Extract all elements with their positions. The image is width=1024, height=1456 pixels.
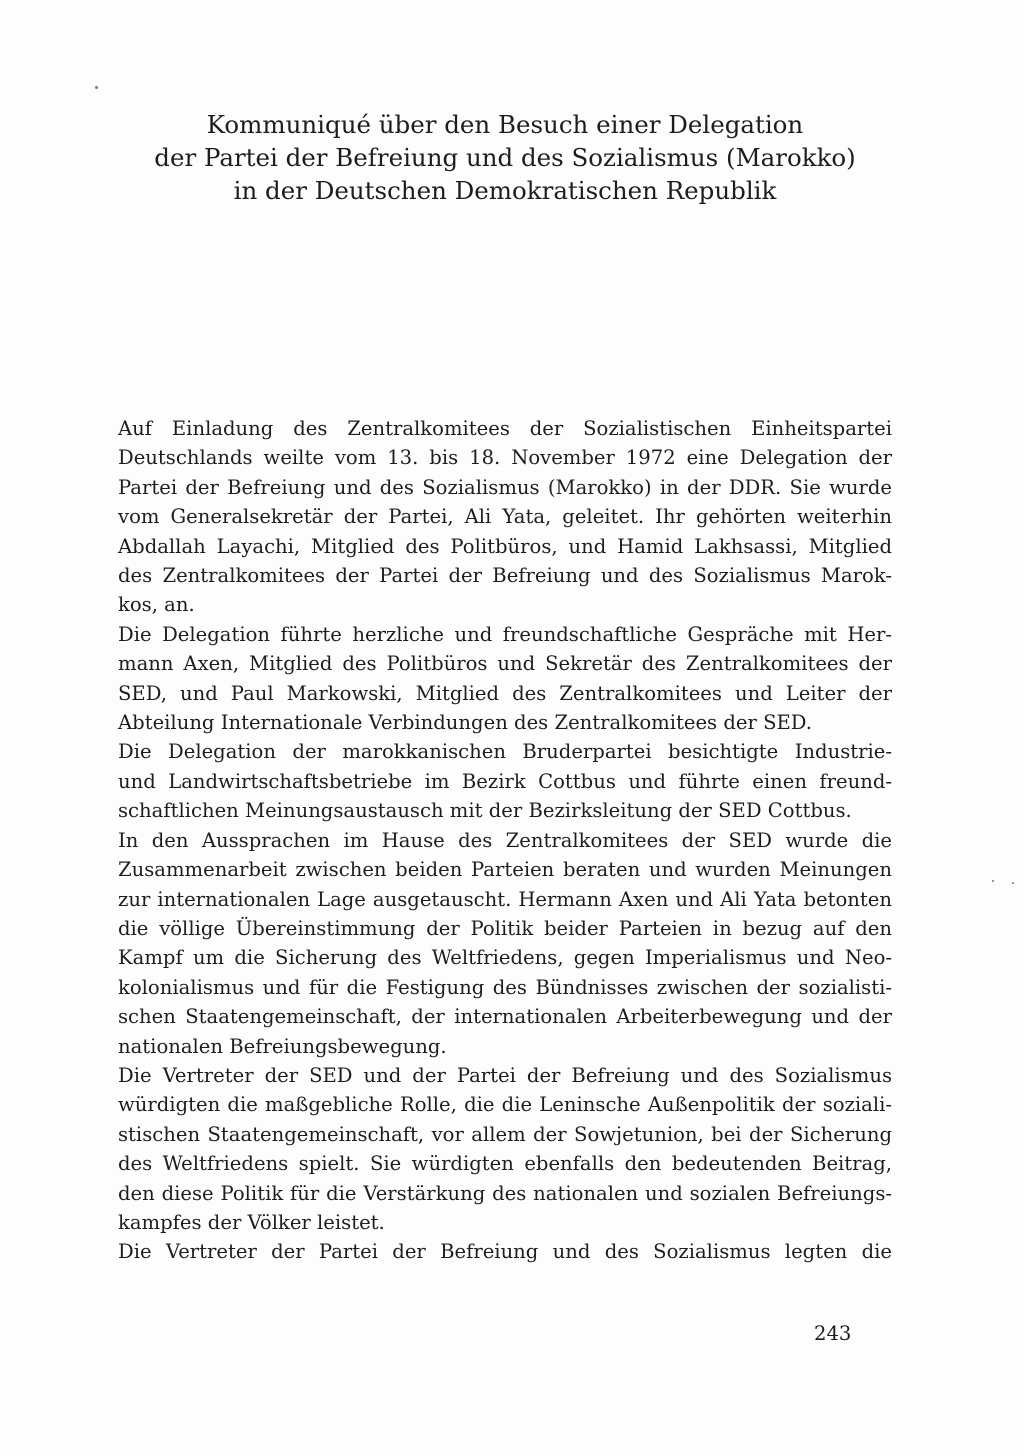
text-line: Deutschlands weilte vom 13. bis 18. November 1972 eine Delegation der bbox=[118, 446, 892, 470]
paper-speck bbox=[1012, 882, 1014, 884]
text-line: kampfes der Völker leistet. bbox=[118, 1210, 385, 1234]
text-line: Auf Einladung des Zentralkomitees der Sozialistischen Einheitspartei bbox=[118, 417, 892, 440]
text-line: nationalen Befreiungsbewegung. bbox=[118, 1034, 447, 1058]
text-line: SED, und Paul Markowski, Mitglied des Zentralkomitees und Leiter der bbox=[118, 681, 892, 705]
paper-speck bbox=[992, 880, 994, 882]
paper-speck bbox=[95, 86, 98, 89]
paragraph bbox=[118, 826, 892, 1061]
text-line: den diese Politik für die Verstärkung des nationalen und sozialen Befreiungs- bbox=[118, 1181, 892, 1205]
text-line: Die Vertreter der SED und der Partei der Befreiung und des Sozialismus bbox=[118, 1063, 892, 1087]
document-title bbox=[120, 108, 890, 207]
text-line: schaftlichen Meinungsaustausch mit der Bezirksleitung der SED Cottbus. bbox=[118, 799, 852, 823]
text-line: des Weltfriedens spielt. Sie würdigten ebenfalls den bedeutenden Beitrag, bbox=[118, 1152, 892, 1176]
text-line: würdigten die maßgebliche Rolle, die die Leninsche Außenpolitik der soziali- bbox=[118, 1093, 892, 1117]
title-line: der Partei der Befreiung und des Sozialismus (Marokko) bbox=[154, 143, 856, 172]
text-line: Abteilung Internationale Verbindungen des Zentralkomitees der SED. bbox=[118, 711, 813, 735]
text-line: zur internationalen Lage ausgetauscht. Hermann Axen und Ali Yata betonten bbox=[118, 887, 892, 911]
text-line: die völlige Übereinstimmung der Politik beider Parteien in bezug auf den bbox=[118, 916, 892, 940]
text-line: schen Staatengemeinschaft, der internationalen Arbeiterbewegung und der bbox=[118, 1005, 892, 1029]
paragraph bbox=[118, 737, 892, 825]
text-line: Zusammenarbeit zwischen beiden Parteien beraten und wurden Meinungen bbox=[118, 858, 892, 882]
text-line: Die Delegation der marokkanischen Bruderpartei besichtigte Industrie- bbox=[118, 740, 892, 764]
text-line: Abdallah Layachi, Mitglied des Politbüros, und Hamid Lakhsassi, Mitglied bbox=[118, 534, 892, 558]
text-line: In den Aussprachen im Hause des Zentralkomitees der SED wurde die bbox=[118, 828, 892, 852]
page-number: 243 bbox=[814, 1322, 852, 1345]
title-line: in der Deutschen Demokratischen Republik bbox=[233, 176, 777, 205]
text-line: Kampf um die Sicherung des Weltfriedens, gegen Imperialismus und Neo- bbox=[118, 946, 892, 970]
document-body bbox=[118, 414, 892, 1267]
paragraph bbox=[118, 1237, 892, 1266]
title-line: Kommuniqué über den Besuch einer Delegation bbox=[206, 110, 804, 139]
text-line: vom Generalsekretär der Partei, Ali Yata, geleitet. Ihr gehörten weiterhin bbox=[118, 505, 892, 529]
paragraph bbox=[118, 414, 892, 620]
text-line: Die Vertreter der Partei der Befreiung und des Sozialismus legten die bbox=[118, 1240, 892, 1264]
text-line: stischen Staatengemeinschaft, vor allem der Sowjetunion, bei der Sicherung bbox=[118, 1122, 892, 1146]
text-line: Partei der Befreiung und des Sozialismus (Marokko) in der DDR. Sie wurde bbox=[118, 475, 892, 499]
paragraph bbox=[118, 1061, 892, 1237]
text-line: des Zentralkomitees der Partei der Befreiung und des Sozialismus Marok- bbox=[118, 564, 892, 588]
text-line: Die Delegation führte herzliche und freundschaftliche Gespräche mit Her- bbox=[118, 622, 892, 646]
text-line: kos, an. bbox=[118, 593, 195, 617]
text-line: kolonialismus und für die Festigung des Bündnisses zwischen der sozialisti- bbox=[118, 975, 892, 999]
paragraph bbox=[118, 620, 892, 738]
text-line: mann Axen, Mitglied des Politbüros und Sekretär des Zentralkomitees der bbox=[118, 652, 892, 676]
text-line: und Landwirtschaftsbetriebe im Bezirk Cottbus und führte einen freund- bbox=[118, 769, 892, 793]
